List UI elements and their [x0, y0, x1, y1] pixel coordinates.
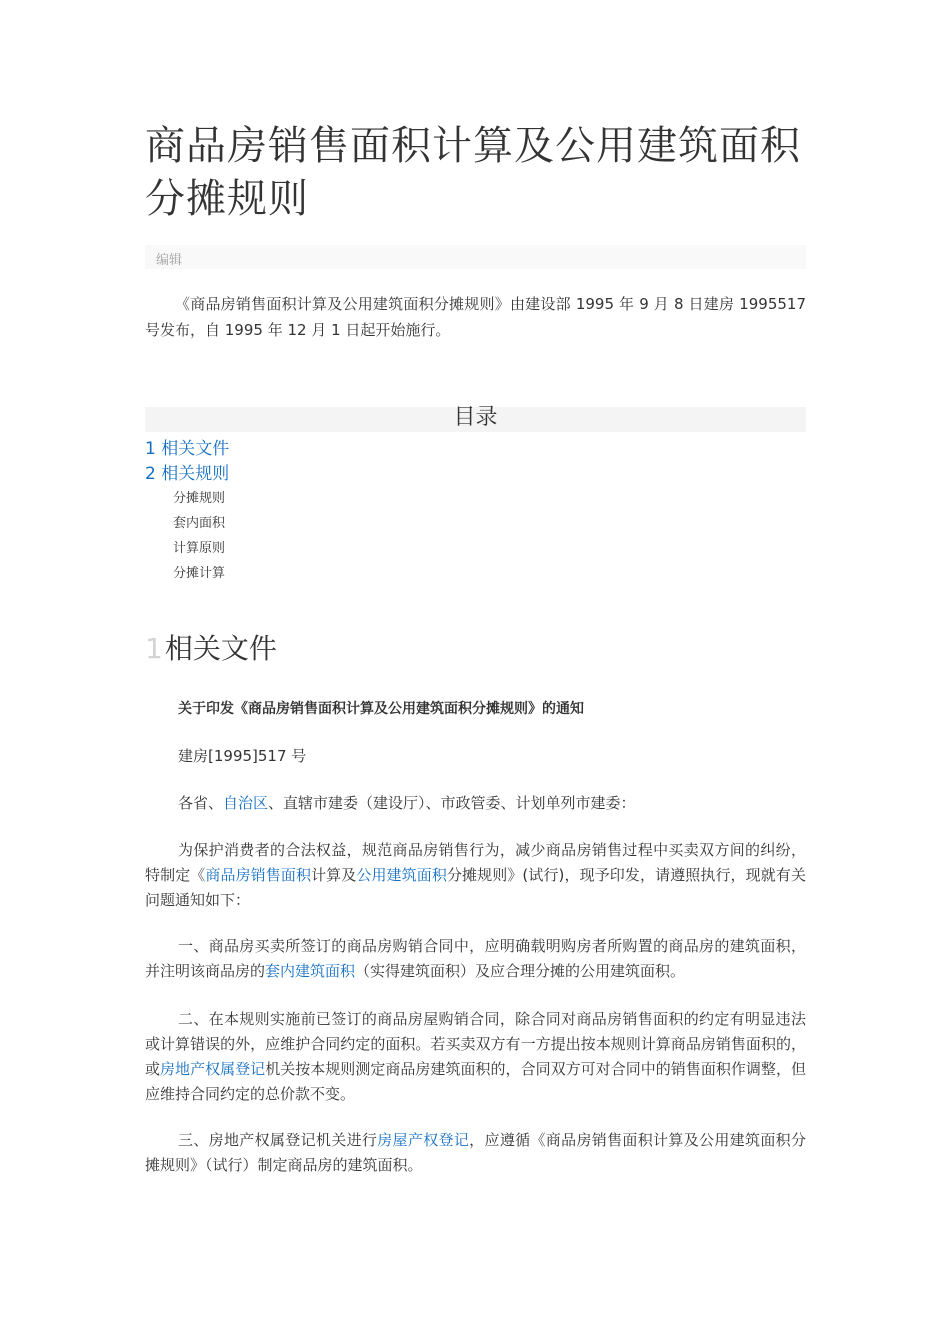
text-run: 机关按本规则测定商品房建筑面积的，合同双方可对合同中的销售面积作调整，但应维持合同约定的总价款不变。 [145, 1060, 806, 1103]
link-sales-area[interactable]: 商品房销售面积 [205, 866, 312, 884]
intro-paragraph: 《商品房销售面积计算及公用建筑面积分摊规则》由建设部 1995 年 9 月 8 日建房 1995517 号发布，自 1995 年 12 月 1 日起开始施行。 [145, 295, 806, 339]
link-autonomous-region[interactable]: 自治区 [223, 794, 269, 812]
edit-bar [145, 245, 806, 269]
clause-two-paragraph [145, 1007, 806, 1107]
toc-title: 目录 [453, 405, 498, 430]
document-number: 建房[1995]517 号 [178, 747, 307, 765]
text-run: ，应遵循《商品房销售面积计算及公用建筑面积分摊规则》（试行）制定商品房的建筑面积。 [145, 1131, 806, 1174]
toc-subitem-inner-area[interactable]: 套内面积 [173, 516, 226, 531]
text-run: 一、商品房买卖所签订的商品房购销合同中，应明确载明购房者所购置的商品房的建筑面积，并注明该商品房的 [145, 937, 806, 980]
toc-subitem-allocation-calc[interactable]: 分摊计算 [173, 566, 226, 581]
purpose-paragraph [145, 838, 806, 913]
link-public-building-area[interactable]: 公用建筑面积 [356, 866, 447, 884]
text-run: 二、在本规则实施前已签订的商品房屋购销合同，除合同对商品房销售面积的约定有明显违法或计算错误的外，应维护合同约定的面积。若买卖双方有一方提出按本规则计算商品房销售面积的，或 [145, 1010, 806, 1078]
recipients-paragraph [145, 791, 806, 816]
toc-header [145, 407, 806, 432]
section-heading-related-docs [145, 630, 277, 668]
toc-subitem-allocation-rules[interactable]: 分摊规则 [173, 491, 226, 506]
link-inner-building-area[interactable]: 套内建筑面积 [265, 962, 356, 980]
toc-item-related-rules[interactable]: 2 相关规则 [145, 464, 230, 484]
text-run: 为保护消费者的合法权益，规范商品房销售行为，减少商品房销售过程中买卖双方间的纠纷，特制定《 [145, 841, 806, 884]
text-run: （实得建筑面积）及应合理分摊的公用建筑面积。 [355, 962, 686, 980]
link-housing-title-registration[interactable]: 房屋产权登记 [377, 1131, 470, 1149]
page-title: 商品房销售面积计算及公用建筑面积分摊规则 [145, 123, 801, 222]
toc-item-related-docs[interactable]: 1 相关文件 [145, 439, 230, 459]
text-run: 计算及 [311, 866, 357, 884]
text-run: 三、房地产权属登记机关进行 [178, 1131, 378, 1149]
clause-three-paragraph [145, 1128, 806, 1178]
section-number: 1 [145, 632, 163, 665]
text-run: 、直辖市建委（建设厅）、市政管委、计划单列市建委： [268, 794, 636, 812]
link-property-registration[interactable]: 房地产权属登记 [160, 1060, 266, 1078]
edit-link[interactable]: 编辑 [156, 253, 183, 268]
text-run: 各省、 [178, 794, 224, 812]
notice-title: 关于印发《商品房销售面积计算及公用建筑面积分摊规则》的通知 [178, 701, 584, 717]
text-run: 分摊规则》(试行)，现予印发，请遵照执行，现就有关问题通知如下： [145, 866, 806, 909]
toc-subitem-calc-principles[interactable]: 计算原则 [173, 541, 226, 556]
clause-one-paragraph [145, 934, 806, 984]
section-title: 相关文件 [164, 632, 277, 665]
